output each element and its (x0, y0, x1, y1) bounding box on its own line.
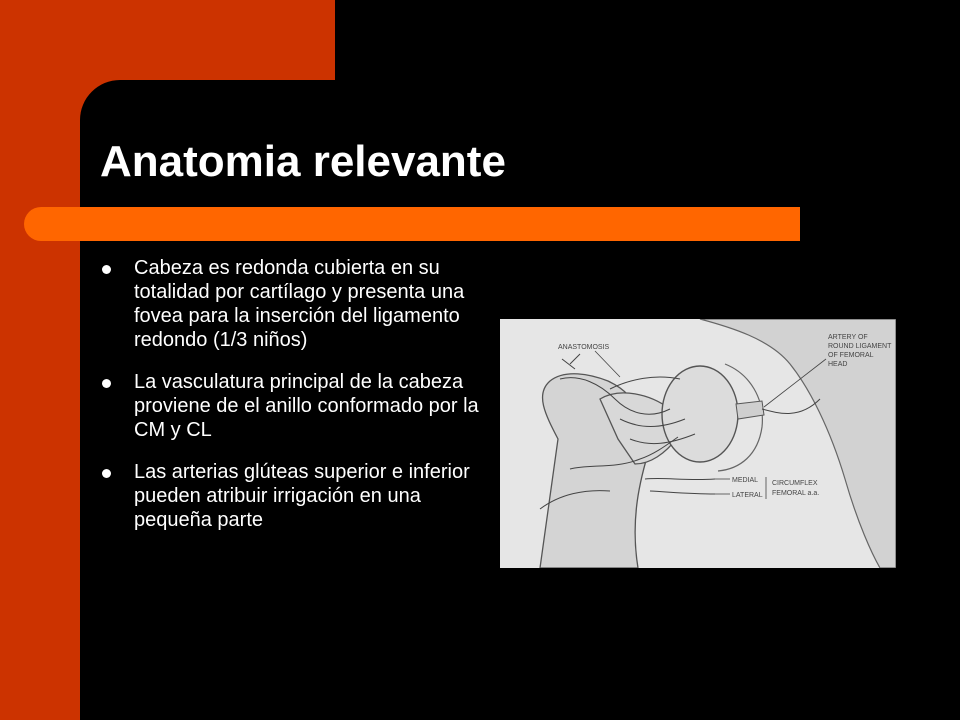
bullet-dot-icon (102, 265, 111, 274)
bullet-text: Las arterias glúteas superior e inferior pueden atribuir irrigación en una pequeña parte (134, 461, 470, 531)
bullet-item (100, 460, 480, 532)
bullet-dot-icon (102, 379, 111, 388)
label-circumflex-line2: FEMORAL a.a. (772, 490, 820, 497)
label-artery-line4: HEAD (828, 361, 848, 368)
bullet-dot-icon (102, 469, 111, 478)
title-underline-bar (24, 207, 800, 241)
label-artery-line2: ROUND LIGAMENT (828, 343, 892, 350)
label-artery-line3: OF FEMORAL (828, 352, 874, 359)
label-anastomosis: ANASTOMOSIS (558, 344, 610, 351)
label-medial: MEDIAL (732, 477, 759, 484)
bullet-list (100, 256, 480, 550)
bullet-text: La vasculatura principal de la cabeza proviene de el anillo conformado por la CM y CL (134, 371, 479, 441)
bullet-text: Cabeza es redonda cubierta en su totalidad por cartílago y presenta una fovea para la inserción del ligamento redondo (1/3 niños) (134, 257, 465, 351)
hip-anatomy-illustration (500, 319, 896, 568)
femoral-head (662, 366, 738, 462)
label-artery-line1: ARTERY OF (828, 334, 868, 341)
label-circumflex-line1: CIRCUMFLEX (772, 480, 818, 487)
bullet-item (100, 370, 480, 442)
slide-title: Anatomia relevante (100, 137, 506, 186)
bullet-item (100, 256, 480, 352)
label-lateral: LATERAL (732, 492, 763, 499)
